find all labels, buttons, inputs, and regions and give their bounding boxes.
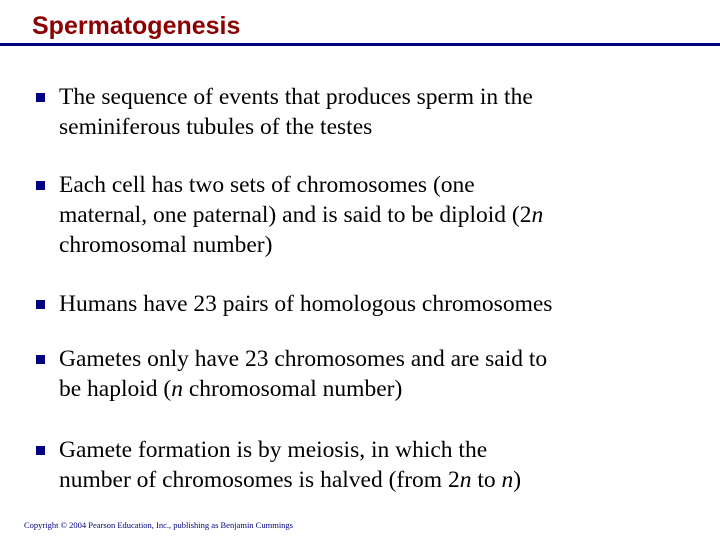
square-bullet-icon bbox=[34, 91, 46, 103]
bullet-text: The sequence of events that produces sperm in the seminiferous tubules of the testes bbox=[59, 84, 533, 140]
square-bullet-icon bbox=[34, 444, 46, 456]
square-bullet-icon bbox=[34, 298, 46, 310]
bullet-text: Gametes only have 23 chromosomes and are said to be haploid (n chromosomal number) bbox=[59, 346, 548, 402]
bullet-text: Gamete formation is by meiosis, in which the number of chromosomes is halved (from 2n to n) bbox=[59, 437, 522, 493]
bullet-text: Each cell has two sets of chromosomes (one maternal, one paternal) and is said to be diploid (2n chromosomal number) bbox=[59, 172, 544, 258]
title-underline bbox=[0, 43, 720, 46]
slide-title: Spermatogenesis bbox=[32, 12, 241, 40]
copyright-footer: Copyright © 2004 Pearson Education, Inc., publishing as Benjamin Cummings bbox=[24, 520, 293, 530]
square-bullet-icon bbox=[34, 353, 46, 365]
bullet-text: Humans have 23 pairs of homologous chromosomes bbox=[59, 291, 553, 317]
square-bullet-icon bbox=[34, 179, 46, 191]
